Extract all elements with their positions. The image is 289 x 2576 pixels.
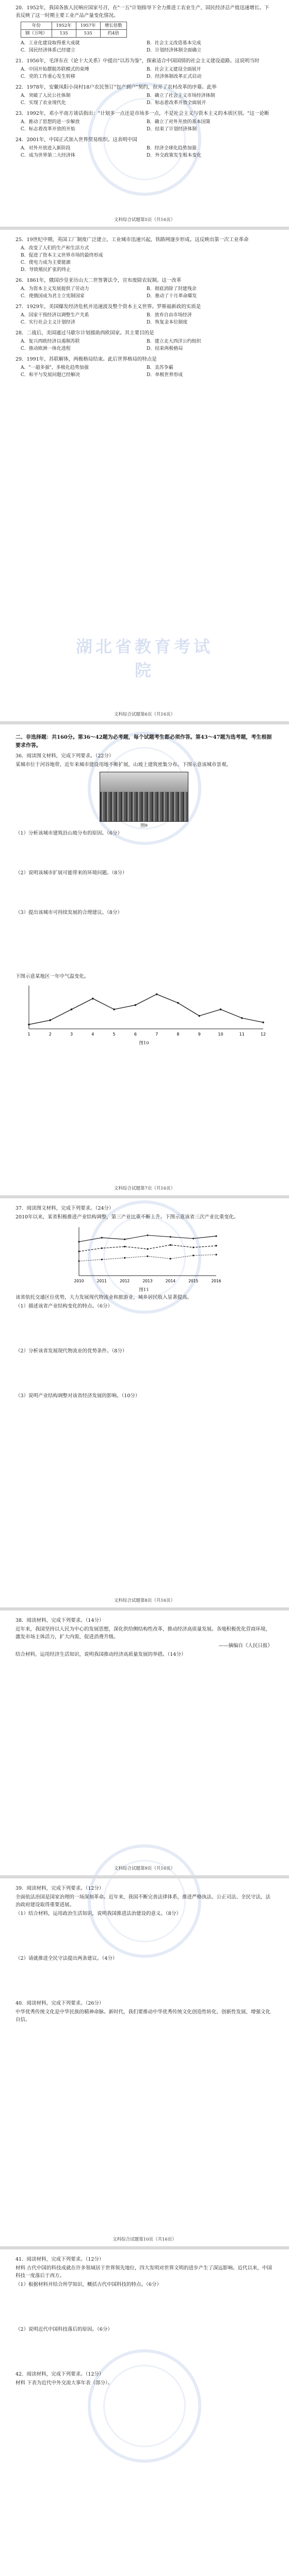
question-22-stem: 22．1978年，安徽凤阳小岗村18户农民签订"包产到户"契约，拉开了农村改革的序幕。此举 bbox=[15, 84, 217, 90]
data-point bbox=[78, 1260, 79, 1262]
answer-space bbox=[15, 1919, 272, 1955]
option-b: B．社会主义建设全面展开 bbox=[147, 67, 201, 72]
option-d: D．结束了计划经济体制 bbox=[147, 127, 197, 132]
data-point bbox=[177, 1002, 179, 1004]
question-41-text: 材料 古代中国的科技成就在许多领域居于世界领先地位，四大发明对世界文明的进步产生了深远影响。近代以来，中国科技一度落后于西方。 bbox=[15, 2265, 272, 2279]
page-footer: 文科综合试题第7页（共16页） bbox=[114, 1186, 175, 1191]
page-footer: 文科综合试题第10页（共16页） bbox=[113, 2237, 176, 2242]
table-cell: 增长倍数 bbox=[100, 22, 126, 30]
question-39-text: 全面依法治国是国家治理的一场深刻革命。近年来，我国不断完善法律体系，推进严格执法、公正司法、全民守法，法治政府建设取得重要进展。 bbox=[15, 1894, 271, 1908]
chart-2-caption: 图11 bbox=[139, 1287, 149, 1293]
x-tick-label: 2011 bbox=[97, 1279, 107, 1283]
question-23-options bbox=[21, 118, 272, 126]
section-heading: 二、非选择题：共160分。第36～42题为必考题，每个试题考生都必须作答。第43～47题为选考题，考生根据要求作答。 bbox=[15, 735, 272, 749]
photo-caption: 图9 bbox=[140, 823, 148, 828]
data-point bbox=[124, 1246, 125, 1247]
x-tick-label: 2014 bbox=[165, 1279, 175, 1283]
option-c: C．标志着改革开放的开始 bbox=[21, 127, 75, 132]
question-21-stem: 21．1956年，毛泽东在《论十大关系》中提出"以苏为鉴"，探索适合中国国情的社会主义建设道路。这说明当时 bbox=[15, 58, 260, 64]
option-a: A．中国开始摆脱苏联模式的束缚 bbox=[21, 67, 89, 72]
option-b: B．促进了资本主义世界市场的最终形成 bbox=[21, 253, 103, 258]
table-cell: 约4倍 bbox=[100, 30, 126, 38]
data-point bbox=[78, 1241, 79, 1243]
data-point bbox=[170, 1258, 171, 1260]
option-c: C．实行社会主义计划经济 bbox=[21, 320, 75, 325]
page-section-2 bbox=[0, 232, 289, 379]
question-29-options bbox=[21, 371, 272, 379]
question-20-stem: 20．1952年，我国各族人民响应国家号召，在"一五"计划指导下全力推进工农业生产，国民经济总产值迅速增长。下表反映了这一时期主要工业产品产量变化情况。 bbox=[15, 5, 269, 19]
question-41-sub1: （1）根据材料并结合所学知识，概括古代中国科技的特点。（6分） bbox=[15, 2282, 162, 2287]
question-39-sub1: （1）结合材料，运用政治生活知识，说明我国推进法治建设的意义。（8分） bbox=[15, 1911, 181, 1917]
data-point bbox=[156, 993, 158, 995]
data-point bbox=[124, 1239, 125, 1240]
question-22-options bbox=[21, 92, 272, 99]
option-c: C．党的工作重心发生转移 bbox=[21, 74, 75, 79]
page-section-1 bbox=[0, 0, 289, 159]
question-38-stem: 38．阅读材料，完成下列要求。（14分） bbox=[15, 1618, 104, 1623]
page-section-3 bbox=[0, 726, 289, 918]
option-a: A．对外开放进入新阶段 bbox=[21, 146, 71, 151]
option-a: A．突破了人民公社体制 bbox=[21, 93, 71, 98]
question-26-stem: 26．1861年，俄国沙皇亚历山大二世签署法令，宣布废除农奴制。这一改革 bbox=[15, 278, 182, 283]
question-27-options bbox=[21, 319, 272, 326]
x-tick-label: 2016 bbox=[211, 1279, 221, 1283]
data-point bbox=[135, 1004, 137, 1006]
option-d: D．导致殖民扩张的终止 bbox=[21, 267, 71, 273]
x-tick-label: 11 bbox=[239, 1032, 245, 1037]
x-tick-label: 3 bbox=[70, 1032, 73, 1037]
question-29-stem: 29．1991年，苏联解体，两极格局结束。此后世界格局的特点是 bbox=[15, 357, 157, 362]
data-point bbox=[49, 1019, 51, 1021]
x-tick-label: 8 bbox=[176, 1032, 180, 1037]
option-b: B．经济全球化趋势加强 bbox=[147, 146, 197, 151]
question-24-options bbox=[21, 145, 272, 152]
data-point bbox=[101, 1259, 103, 1260]
x-tick-label: 6 bbox=[134, 1032, 137, 1037]
data-point bbox=[192, 1238, 194, 1239]
series-line bbox=[29, 994, 263, 1025]
option-d: D．计划经济体制全面确立 bbox=[147, 48, 202, 53]
x-tick-label: 9 bbox=[198, 1032, 201, 1037]
x-tick-label: 7 bbox=[155, 1032, 158, 1037]
option-d: D．单极世界形成 bbox=[147, 372, 183, 378]
option-d: D．经济体制改革正式启动 bbox=[147, 74, 202, 79]
question-22-options bbox=[21, 99, 272, 107]
question-24-options bbox=[21, 152, 272, 159]
option-c: C．推动欧洲一体化进程 bbox=[21, 346, 71, 351]
question-28-options bbox=[21, 345, 272, 352]
x-tick-label: 2012 bbox=[120, 1279, 130, 1283]
question-21-options bbox=[21, 66, 272, 73]
option-a: A．"一超多强"，多极化趋势加强 bbox=[21, 365, 89, 370]
data-point bbox=[124, 1257, 125, 1259]
question-38-sub1: 结合材料，运用经济生活知识，说明我国推动经济高质量发展的举措。（14分） bbox=[15, 1652, 186, 1657]
chart-1-line bbox=[15, 981, 268, 1038]
answer-space bbox=[15, 838, 272, 869]
page-footer: 文科综合试题第5页（共16页） bbox=[114, 217, 175, 223]
watermark-text: 湖北省教育考试院 bbox=[75, 637, 213, 680]
option-c: C．成为世界第二大经济体 bbox=[21, 153, 75, 158]
data-point bbox=[92, 997, 94, 999]
data-point bbox=[113, 1008, 115, 1010]
data-point bbox=[71, 1008, 73, 1010]
option-a: A．改变了人们的生产和生活方式 bbox=[21, 246, 89, 251]
page-section-5 bbox=[0, 1613, 289, 1659]
data-point bbox=[192, 1247, 194, 1248]
question-37-text2: 该省依托交通区位优势，大力发展现代物流业和旅游业，城乡居民收入显著提高。 bbox=[15, 1295, 192, 1300]
question-42-stem: 42．阅读材料，完成下列要求。（12分） bbox=[15, 2371, 104, 2377]
answer-space bbox=[15, 1356, 272, 1392]
option-b: B．美苏争霸 bbox=[147, 365, 173, 370]
page-divider bbox=[0, 1875, 289, 1878]
table-cell: 535 bbox=[76, 30, 100, 38]
data-point bbox=[241, 1017, 243, 1019]
table-cell: 钢（万吨） bbox=[21, 30, 52, 38]
question-20-options bbox=[21, 40, 272, 47]
option-c: C．使电力成为主要能源 bbox=[21, 260, 71, 265]
question-20-options bbox=[21, 47, 272, 54]
option-a: A．推动了思想的进一步解放 bbox=[21, 120, 80, 125]
chart-1-section bbox=[0, 969, 289, 1047]
page-footer: 文科综合试题第6页（共16页） bbox=[114, 712, 175, 717]
chart-2-line bbox=[67, 1223, 221, 1285]
option-a: A．国家干预经济以调整生产关系 bbox=[21, 313, 89, 318]
question-39-stem: 39．阅读材料，完成下列要求。（12分） bbox=[15, 1886, 104, 1891]
answer-space bbox=[15, 1963, 272, 1999]
x-tick-label: 5 bbox=[113, 1032, 116, 1037]
page-divider bbox=[0, 721, 289, 724]
data-point bbox=[215, 1235, 217, 1237]
option-b: B．放弃自由市场经济 bbox=[147, 313, 192, 318]
question-37-stem: 37．阅读图文材料，完成下列要求。（24分） bbox=[15, 1206, 114, 1211]
x-tick-label: 2 bbox=[49, 1032, 52, 1037]
option-d: D．推动了十月革命爆发 bbox=[147, 294, 197, 299]
question-27-stem: 27．1929年，美国爆发经济危机并迅速波及整个资本主义世界。罗斯福新政的实质是 bbox=[15, 304, 201, 310]
page-section-6 bbox=[0, 1880, 289, 2025]
question-37-text1: 2010年以来，某省积极推进产业结构调整，第三产业比重不断上升。下图示意该省三次产业比重变化。 bbox=[15, 1214, 239, 1220]
page-footer: 文科综合试题第9页（共16页） bbox=[114, 1866, 175, 1871]
table-cell: 1957年 bbox=[76, 22, 100, 30]
question-26-options bbox=[21, 285, 272, 293]
question-40-text: 中华优秀传统文化是中华民族的精神命脉。新时代，我们要推动中华优秀传统文化创造性转化、创新性发展，增强文化自信。 bbox=[15, 2009, 271, 2023]
data-point bbox=[215, 1245, 217, 1246]
question-24-stem: 24．2001年，中国正式加入世界贸易组织。这表明中国 bbox=[15, 137, 137, 143]
question-37-sub3: （3）说明产业结构调整对该省经济发展的影响。（10分） bbox=[15, 1393, 140, 1399]
option-a: A．工业化建设取得重大成就 bbox=[21, 41, 80, 46]
x-tick-label: 1 bbox=[27, 1032, 30, 1037]
option-b: B．社会主义改造基本完成 bbox=[147, 41, 201, 46]
page-divider bbox=[0, 2246, 289, 2249]
answer-space bbox=[15, 2290, 272, 2326]
question-29-options bbox=[21, 364, 272, 371]
data-point bbox=[170, 1244, 171, 1246]
option-c: C．实现了农业现代化 bbox=[21, 100, 66, 106]
question-37-sub1: （1）描述该省产业结构变化的特点。（6分） bbox=[15, 1303, 113, 1309]
data-point bbox=[78, 1250, 79, 1252]
data-point bbox=[147, 1248, 148, 1250]
question-38-text: 近年来，我国坚持以人民为中心的发展思想，深化供给侧结构性改革，推动经济高质量发展。各地积极优化营商环境，激发市场主体活力，扩大内需，促进消费升级。 bbox=[15, 1626, 271, 1640]
table-cell: 年份 bbox=[21, 22, 52, 30]
question-23-stem: 23．1992年，邓小平南方谈话指出："计划多一点还是市场多一点，不是社会主义与资本主义的本质区别。"这一论断 bbox=[15, 111, 269, 116]
data-point bbox=[220, 1008, 222, 1010]
city-landscape-photo bbox=[100, 772, 188, 822]
data-point bbox=[262, 1022, 264, 1024]
question-23-options bbox=[21, 126, 272, 133]
data-point bbox=[147, 1234, 148, 1236]
data-point bbox=[147, 1256, 148, 1257]
option-d: D．恢复金本位制度 bbox=[147, 320, 188, 325]
option-b: B．确立了对外开放的基本国策 bbox=[147, 120, 211, 125]
question-41-sub2: （2）说明近代中国科技落后的原因。（6分） bbox=[15, 2327, 113, 2332]
chart-1-intro: 下图示意某地区一年中气温变化。 bbox=[15, 974, 89, 979]
option-c: C．和平与发展问题已经解决 bbox=[21, 372, 80, 378]
question-38-source: ——摘编自《人民日报》 bbox=[218, 1643, 272, 1649]
question-40-stem: 40．阅读材料，完成下列要求。（26分） bbox=[15, 2001, 104, 2006]
question-25-stem: 25．19世纪中期，英国工厂制度广泛建立，工业城市迅速兴起，铁路网逐步形成。这反映出第一次工业革命 bbox=[15, 237, 249, 243]
data-point bbox=[170, 1236, 171, 1238]
x-tick-label: 2010 bbox=[74, 1279, 84, 1283]
question-28-options bbox=[21, 338, 272, 345]
question-27-options bbox=[21, 312, 272, 319]
data-point bbox=[101, 1247, 103, 1249]
question-37-sub2: （2）分析该省发展现代物流业的优势条件。（8分） bbox=[15, 1348, 127, 1354]
answer-space bbox=[15, 2334, 272, 2370]
data-point bbox=[198, 1015, 200, 1017]
question-41-stem: 41．阅读材料，完成下列要求。（12分） bbox=[15, 2257, 104, 2262]
option-d: D．结束两极格局 bbox=[147, 346, 183, 351]
table-cell: 135 bbox=[52, 30, 76, 38]
x-tick-label: 2015 bbox=[188, 1279, 199, 1283]
x-tick-label: 10 bbox=[218, 1032, 223, 1037]
page-divider bbox=[0, 227, 289, 230]
question-36-sub2: （2）说明该城市扩展可能带来的环境问题。（8分） bbox=[15, 870, 127, 876]
page-footer: 文科综合试题第8页（共16页） bbox=[114, 1598, 175, 1603]
answer-space bbox=[15, 878, 272, 909]
page-divider bbox=[0, 1195, 289, 1198]
question-39-sub2: （2）请就推进全民守法提出两条建议。（4分） bbox=[15, 1956, 118, 1961]
question-36-stem: 36．阅读图文材料，完成下列要求。（22分） bbox=[15, 753, 114, 759]
page-section-4 bbox=[0, 1200, 289, 1401]
x-tick-label: 2013 bbox=[142, 1279, 153, 1283]
series-line bbox=[79, 1235, 216, 1242]
question-36-sub3: （3）提出该城市可持续发展的合理建议。（8分） bbox=[15, 910, 122, 916]
option-d: D．外交政策发生根本变化 bbox=[147, 153, 202, 158]
page-section-7 bbox=[0, 2251, 289, 2388]
question-42-text: 材料 下表为近代中外交流大事年表（部分）。 bbox=[15, 2380, 113, 2386]
data-point bbox=[192, 1255, 194, 1256]
question-28-stem: 28．二战后，美国通过马歇尔计划援助西欧国家。其主要目的是 bbox=[15, 330, 154, 336]
data-point bbox=[28, 1024, 30, 1026]
data-point bbox=[101, 1237, 103, 1239]
option-c: C．使俄国成为君主立宪制国家 bbox=[21, 294, 85, 299]
question-20-table bbox=[21, 22, 127, 38]
data-point bbox=[215, 1254, 217, 1256]
question-26-options bbox=[21, 293, 272, 300]
x-tick-label: 4 bbox=[91, 1032, 94, 1037]
option-c: C．国民经济体系已经建立 bbox=[21, 48, 75, 53]
option-b: B．建立北大西洋公约组织 bbox=[147, 339, 201, 344]
option-d: D．标志着改革开放全面展开 bbox=[147, 100, 206, 106]
question-36-sub1: （1）分析该城市建筑沿山坡分布的原因。（6分） bbox=[15, 831, 122, 836]
question-36-text: 某城市位于河谷地带，近年来城市建设用地不断扩展，山坡上建筑密集分布。下图示意该城市景观。 bbox=[15, 762, 232, 768]
option-a: A．复兴西欧经济以遏制苏联 bbox=[21, 339, 80, 344]
chart-1-caption: 图10 bbox=[139, 1041, 149, 1046]
option-b: B．彻底消除了封建残余 bbox=[147, 286, 197, 292]
option-b: B．确立了社会主义市场经济体制 bbox=[147, 93, 215, 98]
answer-space bbox=[15, 1311, 272, 1347]
question-21-options bbox=[21, 73, 272, 80]
table-cell: 1952年 bbox=[52, 22, 76, 30]
option-a: A．为资本主义发展提供了劳动力 bbox=[21, 286, 89, 292]
page-divider bbox=[0, 1607, 289, 1611]
x-tick-label: 12 bbox=[260, 1032, 266, 1037]
